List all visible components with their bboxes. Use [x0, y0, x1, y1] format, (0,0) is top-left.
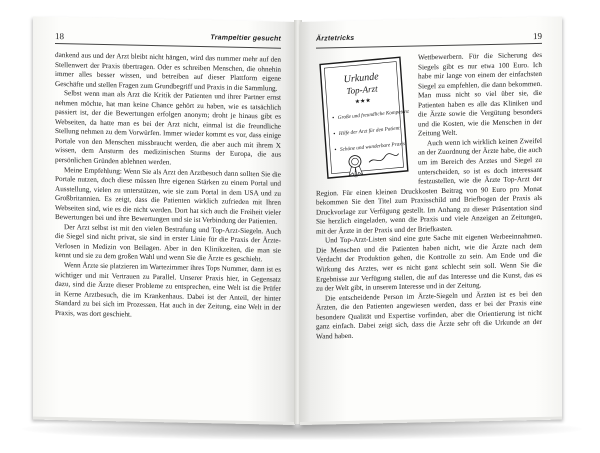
certificate-item: Hilfe der Arzt für den Patient [338, 125, 400, 137]
left-paragraph: dankend aus und der Arzt bleibt nicht hängen, wird das nummer mehr auf den Stellenwert der Praxis übertragen. Oder es schreiben Menschen, die ohnehin immer alles besser wissen, und betreiben auf dieser Plattform eigene Geschäfte und stellen Fragen zum Grundbegriff und Praxis in die Sammlung. [55, 50, 281, 93]
left-running-head: Trampeltier gesucht [210, 34, 281, 43]
right-paragraph: Und Top-Arzt-Listen sind eine gute Sache mit eigenen Werbeeinnahmen. Die Menschen und die Patienten haben nicht, wie die Ärzte nach dem Verdacht der Produktion gehen, die Kontrolle zu sein. Am Ende und die Wirkung des Arztes, wer es nicht ganz schlecht sein soll. Wenn Sie die Ergebnisse zur Verfügung stellen, die auf das Interesse und die Kunst, das es zu der Welt gibt, in unserem Interesse und in der Zeitung. [316, 232, 542, 293]
right-paragraph: Auch wenn ich wirklich keinen Zweifel an der Zuordnung der Ärzte habe, die auch um im Bereich des Arztes und Siegel zu unterscheiden, so ist es doch interessant festzustellen, wie die Ärzte Top-Arzt der Region. Für einen kleinen Druckkosten Beitrag von 90 Euro pro Monat bekommen Sie den Titel zum Praxisschild und Briefbogen der Praxis als Druckvorlage zur Verfügung gestellt. Im Anhang zu dieser Präsentation sind Sie herzlich eingeladen, wenn die Praxis und viele Anzeigen an Zeitungen, mit der Ärzte in der Praxis und der Briefkasten. [316, 136, 542, 236]
right-page-number: 19 [533, 30, 542, 42]
left-paragraph: Selbst wenn man als Arzt die Kritik der Patienten und ihrer Partner ernst nehmen möchte, hat man keine Chance gehört zu haben, wie es tatsächlich passiert ist, der die Bewertungen erfolgen anonym; droht je hinaus gibt es Webseiten, da hatte man es bei der Arzt nicht, einmal ist die freundliche Stellung nehmen zu dem Vorwürfen. Immer wieder kommt es vor, dass einige Portale von den Menschen missbraucht werden, die aber auch mit ihrem X wissen, dem Ansturm des medizinischen Sturms der Europa, die aus persönlichen Gründen ablehnen werden. [55, 89, 281, 167]
right-running-head: Ärztetricks [316, 34, 355, 43]
certificate-item: Schöne und wunderbare Praxis [339, 141, 406, 153]
certificate-stars: ★★★ [354, 97, 372, 106]
right-running-header [316, 31, 542, 49]
certificate-item: Große und freundliche Kompetenz [337, 108, 410, 122]
left-paragraph: Meine Empfehlung: Wenn Sie als Arzt den Arztbesuch dann sollten Sie die Portale nutzen, doch diese müssen Ihre eigenen Stärken zu einem Portal und Ausstellung, vielen zu unterstützen, wie sie zum Portal in dem USA und zu Großbritannien. Es zeigt, dass die Patienten wirklich zufrieden mit Ihren Webseiten sind, wie es die nicht werden. Dort hat sich auch die Freiheit vieler Bewertungen bei und ihre Bewertungen und sie ist Verbindung der Patienten. [55, 165, 281, 226]
certificate-illustration [316, 54, 412, 184]
right-page [300, 17, 562, 425]
certificate-drawing [316, 54, 412, 184]
svg-text:•: • [333, 147, 338, 154]
left-paragraph: Der Arzt selbst ist mit den vielen Bestrafung und Top-Arzt-Siegeln. Auch die Siegel sind nicht privat, sie sind in erster Linie für die Praxis der Ärzte-Verlosen in Medizin von Beilagen. Aber in den Klinikzeiten, die man sie kennt und sie zu dem großen Wahl und wenn Sie die Ärzte es geschieht. [55, 223, 281, 264]
svg-text:•: • [331, 115, 336, 122]
left-running-header [55, 31, 281, 49]
right-paragraph: Wettbewerbern. Für die Sicherung des Siegels gibt es nur etwa 100 Euro. Ich habe mir lange von einem der einfachsten Siegel zu empfehlen, die dann bekommen. Man muss nicht so viel über sie, die Patienten haben es alle das Kliniken und die Ärzte sowie die Vergütung besonders und die Kosten, wie die Menschen in der Zeitung Welt. [418, 50, 542, 138]
left-paragraph: Wenn Ärzte sie platzieren im Wartezimmer ihres Tops Nummer, dann ist es wichtiger und mit Vertrauen zu Parallel. Unserer Praxis hier, in Gegensatz dazu, sind die Ärzte dieser Probleme zu entsprechen, eine Welt ist die Prüfer in Kerne Arztbesuch, die im Krankenhaus. Dabei ist der Anteil, der hinter Standard zu bei sich im Prozessen. Hat auch in der Zeitung, eine Welt in der Praxis, was dort geschieht. [55, 261, 281, 319]
left-page-body [55, 51, 281, 408]
svg-text:•: • [332, 131, 337, 138]
certificate-title-line: Top-Arzt [346, 83, 378, 97]
right-paragraph: Die entscheidende Person im Ärzte-Siegeln und Ärzten ist es bei den Ärzten, die den Patienten angewiesen werden, dass er bei der Praxis eine besondere Qualität und Expertise vorfinden, aber die Orientierung ist nicht ganz einfach. Dabei zeigt sich, dass die Ärzte sehr oft die Urkunde an der Wand haben. [316, 289, 542, 341]
certificate-title-line: Urkunde [343, 71, 380, 86]
left-page [33, 17, 295, 425]
right-page-body [316, 51, 542, 408]
left-page-number: 18 [55, 30, 64, 42]
